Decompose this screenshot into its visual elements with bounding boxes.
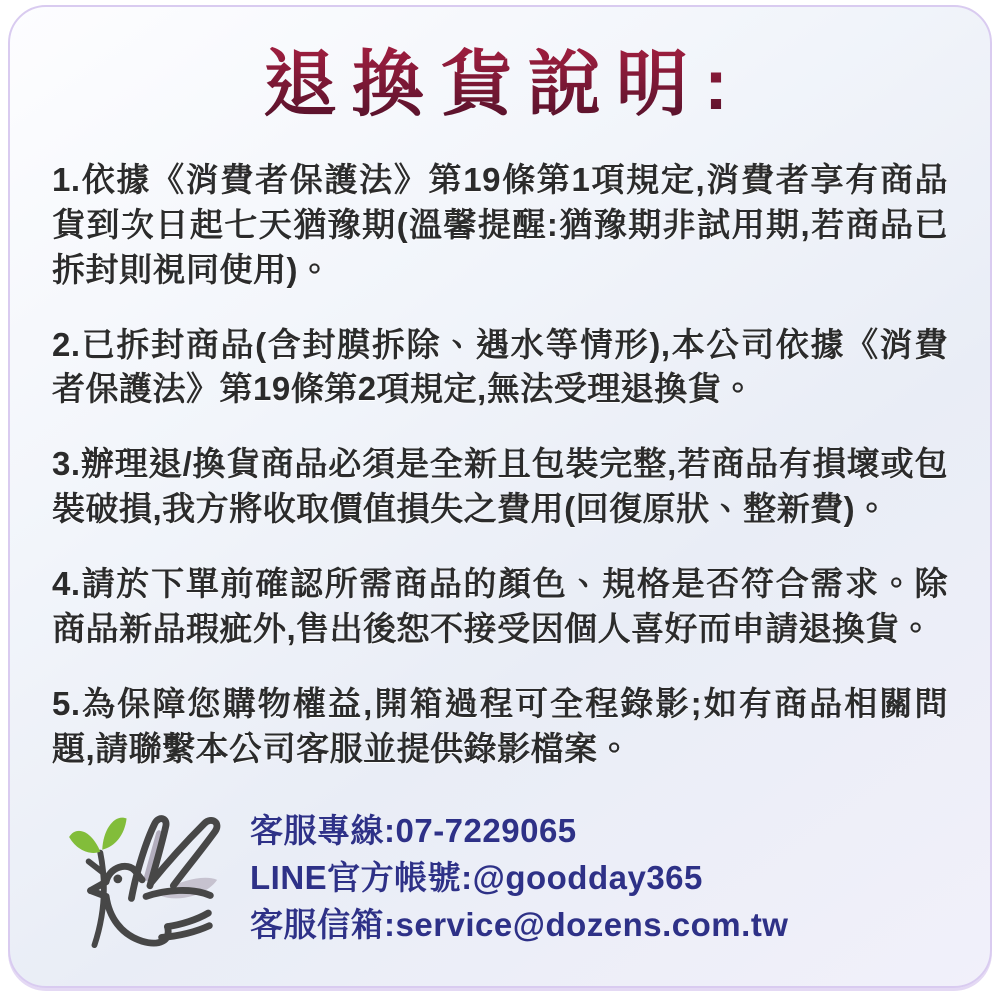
contact-phone: 客服專線:07-7229065	[250, 811, 577, 849]
dove-olive-branch-icon	[60, 802, 236, 950]
olive-leaf	[69, 830, 100, 852]
brand-logo	[60, 802, 236, 955]
policy-item-1: 1.依據《消費者保護法》第19條第1項規定,消費者享有商品貨到次日起七天猶豫期(溫馨提醒:猶豫期非試用期,若商品已拆封則視同使用)。	[52, 160, 948, 288]
contact-section	[52, 802, 948, 955]
policy-item-4: 4.請於下單前確認所需商品的顏色、規格是否符合需求。除商品新品瑕疵外,售出後恕不接受因個人喜好而申請退換貨。	[52, 565, 948, 647]
policy-list	[52, 158, 948, 772]
policy-item-5: 5.為保障您購物權益,開箱過程可全程錄影;如有商品相關問題,請聯繫本公司客服並提供錄影檔案。	[52, 684, 948, 767]
olive-leaf	[102, 817, 126, 849]
page-title: 退換貨說明:	[60, 43, 948, 128]
policy-card	[8, 5, 992, 988]
contact-email: 客服信箱:service@dozens.com.tw	[250, 906, 789, 944]
dove-eye	[113, 874, 122, 883]
contact-lines	[250, 813, 788, 944]
policy-item-2: 2.已拆封商品(含封膜拆除、遇水等情形),本公司依據《消費者保護法》第19條第2項規定,無法受理退換貨。	[52, 325, 948, 408]
contact-line-account: LINE官方帳號:@goodday365	[250, 858, 703, 896]
policy-item-3: 3.辦理退/換貨商品必須是全新且包裝完整,若商品有損壞或包裝破損,我方將收取價值損失之費用(回復原狀、整新費)。	[52, 445, 948, 528]
